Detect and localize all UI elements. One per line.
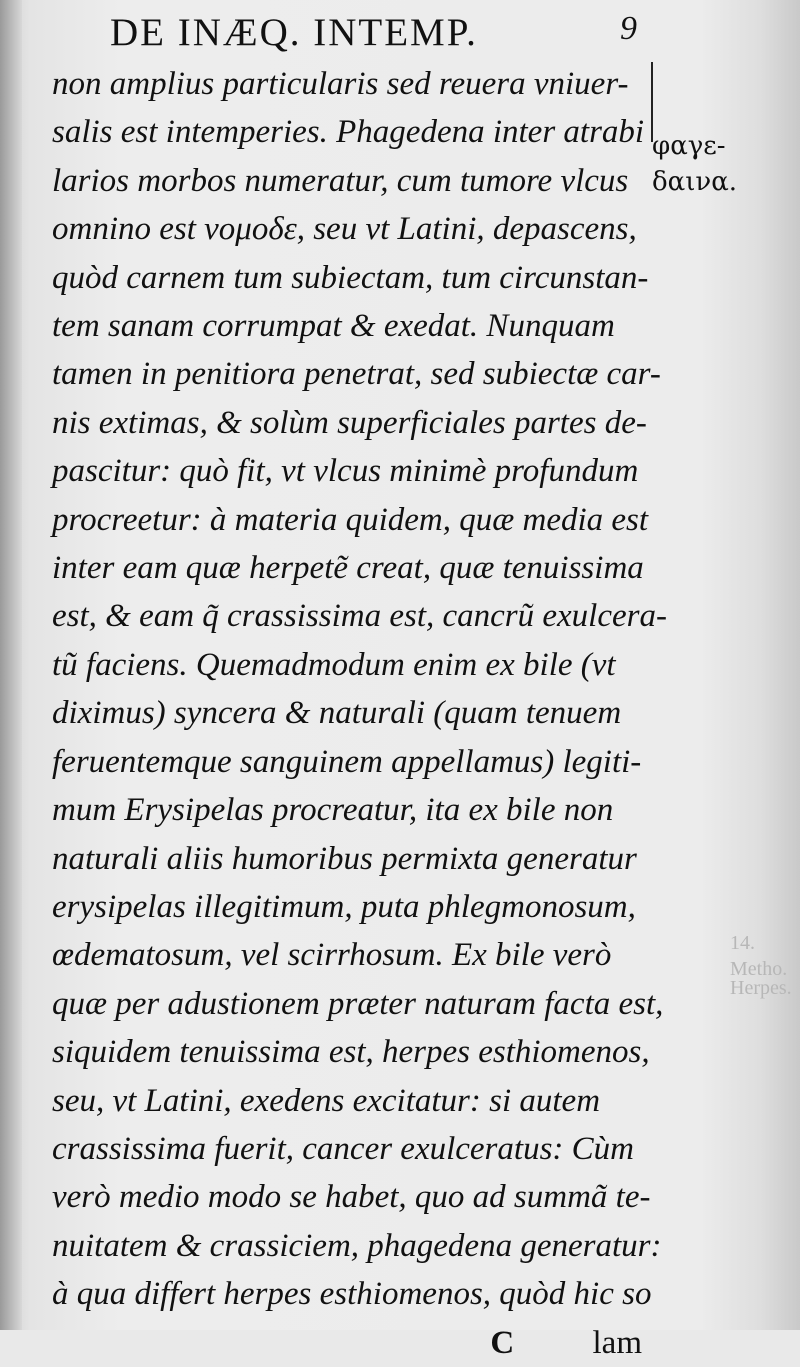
text-line: inter eam quæ herpetẽ creat, quæ tenuissima (52, 550, 644, 587)
text-line: erysipelas illegitimum, puta phlegmonosum, (52, 888, 636, 925)
catchword: lam (592, 1324, 642, 1361)
page-gutter (0, 0, 22, 1330)
text-line: verò medio modo se habet, quo ad summã te- (52, 1179, 651, 1216)
marginal-note (652, 128, 782, 200)
show-through-text: 14. Metho. (730, 932, 788, 980)
catchword-line (52, 1319, 642, 1367)
page-number: 9 (620, 10, 639, 47)
text-line: à qua differt herpes esthiomenos, quòd hic so (52, 1276, 652, 1313)
text-line: tamen in penitiora penetrat, sed subiectæ car- (52, 356, 661, 393)
text-line: seu, vt Latini, exedens excitatur: si autem (52, 1082, 601, 1119)
text-line: œdematosum, vel scirrhosum. Ex bile verò (52, 937, 612, 974)
text-line: salis est intemperies. Phagedena inter atrabi (52, 114, 645, 151)
text-line: non amplius particularis sed reuera vniuer- (52, 66, 629, 102)
text-line: mum Erysipelas procreatur, ita ex bile non (52, 792, 614, 829)
text-line: naturali aliis humoribus permixta generatur (52, 840, 637, 877)
text-line: quæ per adustionem præter naturam facta est, (52, 985, 664, 1022)
text-line: procreetur: à materia quidem, quæ media est (52, 501, 649, 538)
text-line: pascitur: quò fit, vt vlcus minimè profundum (52, 453, 639, 490)
body-text (52, 60, 667, 1367)
text-line: larios morbos numeratur, cum tumore vlcus (52, 162, 629, 199)
text-line: siquidem tenuissima est, herpes esthiomenos, (52, 1034, 650, 1071)
text-line: est, & eam q̃ crassissima est, cancrũ exulcera- (52, 598, 667, 635)
marginal-note-line: δαινα. (652, 167, 738, 197)
signature-mark: C (490, 1324, 515, 1361)
text-line: omnino est νομοδε, seu vt Latini, depascens, (52, 211, 637, 248)
show-through-text: Herpes. (730, 977, 792, 999)
running-header (110, 10, 670, 55)
text-line: tem sanam corrumpat & exedat. Nunquam (52, 308, 615, 345)
text-line: tũ faciens. Quemadmodum enim ex bile (vt (52, 646, 616, 683)
text-line: nis extimas, & solùm superficiales partes de- (52, 404, 647, 441)
text-line: crassissima fuerit, cancer exulceratus: Cùm (52, 1130, 634, 1167)
text-line: quòd carnem tum subiectam, tum circunstan- (52, 259, 649, 296)
text-line: diximus) syncera & naturali (quam tenuem (52, 695, 622, 732)
text-line: nuitatem & crassiciem, phagedena generatur: (52, 1227, 662, 1264)
marginal-note-line: φαγε- (652, 131, 726, 161)
running-title: DE INÆQ. INTEMP. (110, 11, 478, 54)
text-line: feruentemque sanguinem appellamus) legiti- (52, 743, 642, 780)
